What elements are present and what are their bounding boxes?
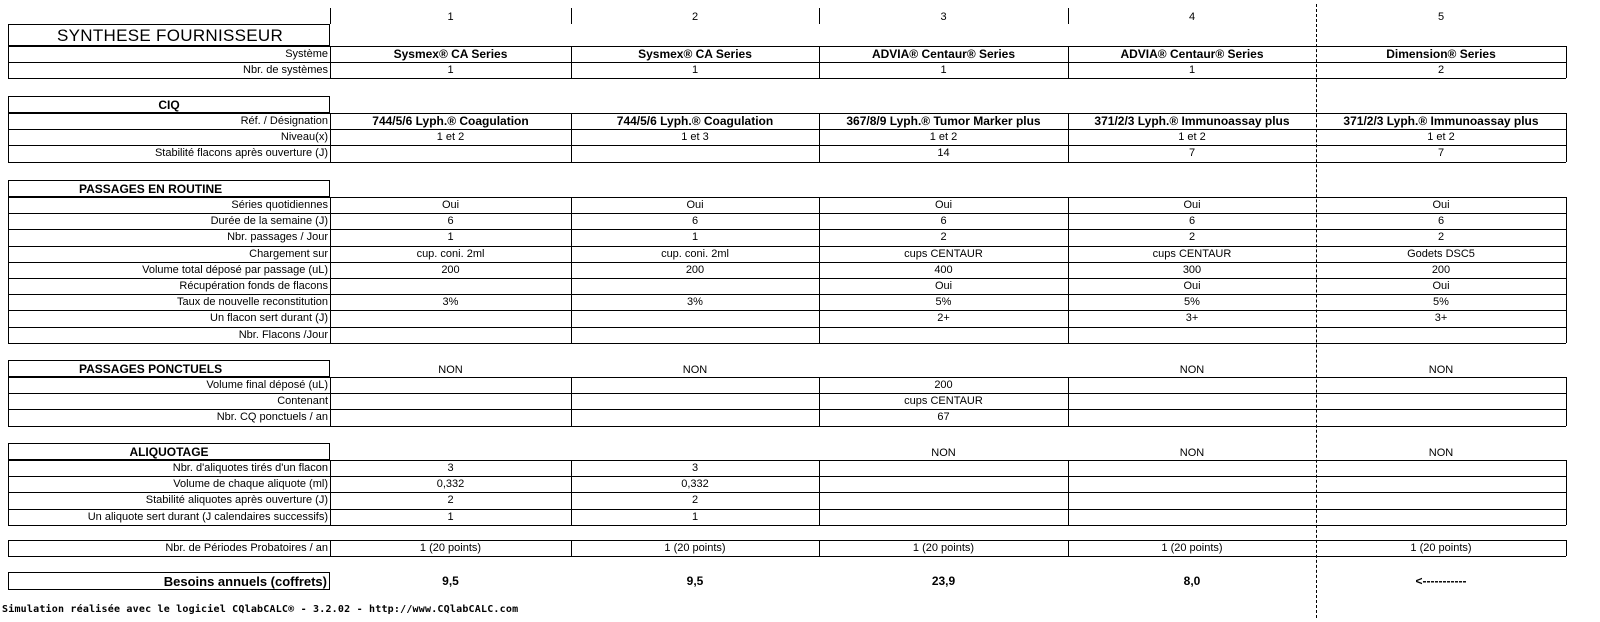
cell-col-1: 2 (447, 494, 454, 507)
cell-col-4: 300 (1182, 263, 1202, 276)
grid-vline (819, 460, 820, 525)
cell-col-1: 1 (20 points) (419, 542, 482, 554)
cell-col-2: Sysmex® CA Series (638, 47, 752, 61)
row-label: Un aliquote sert durant (J calendaires successifs) (87, 510, 328, 523)
cell-col-1 (330, 145, 571, 161)
cell-col-1: cup. coni. 2ml (416, 247, 485, 260)
column-number: 3 (940, 11, 947, 23)
row-label: Un flacon sert durant (J) (210, 312, 328, 325)
grid-vline (1068, 540, 1069, 556)
cell-col-5 (1316, 393, 1566, 409)
cell-col-4: Oui (1183, 199, 1201, 211)
cell-col-3: 400 (934, 263, 953, 276)
section-header-1: PASSAGES EN ROUTINE (8, 180, 330, 197)
cell-col-1: 6 (447, 215, 454, 228)
section-value-col-5: NON (1428, 364, 1454, 376)
cell-col-1 (330, 377, 571, 393)
cell-col-2 (571, 145, 819, 161)
total-col-5: <----------- (1415, 574, 1467, 588)
cell-col-2: 1 (691, 510, 699, 523)
cell-col-5: Oui (1432, 199, 1450, 211)
row-label: Stabilité aliquotes après ouverture (J) (145, 494, 328, 507)
cell-col-2 (571, 278, 819, 294)
cell-col-3: 67 (937, 411, 950, 424)
cell-col-1: 1 (447, 64, 454, 77)
row-label: Nbr. Flacons /Jour (238, 328, 328, 341)
cell-col-5: 371/2/3 Lyph.® Immunoassay plus (1343, 114, 1539, 128)
section-header-3: ALIQUOTAGE (8, 443, 330, 460)
grid-vline (571, 540, 572, 556)
cell-col-2: 1 et 3 (681, 131, 709, 144)
row-label: Taux de nouvelle reconstitution (176, 296, 328, 309)
cell-col-4: 1 (1188, 64, 1196, 77)
grid-vline (8, 113, 9, 162)
section-value-col-5: NON (1428, 447, 1454, 459)
row-label: Système (285, 48, 328, 60)
cell-col-3 (819, 509, 1068, 525)
cell-col-4 (1068, 327, 1316, 343)
cell-col-1: 1 et 2 (436, 131, 465, 144)
cell-col-1: 744/5/6 Lyph.® Coagulation (372, 114, 529, 128)
cell-col-1: Sysmex® CA Series (393, 47, 508, 61)
grid-vline (8, 377, 9, 426)
section-header-2: PASSAGES PONCTUELS (8, 360, 330, 377)
cell-col-1 (330, 393, 571, 409)
grid-vline (819, 197, 820, 343)
cell-col-3: 367/8/9 Lyph.® Tumor Marker plus (846, 114, 1041, 128)
cell-col-4: ADVIA® Centaur® Series (1120, 47, 1264, 61)
cell-col-5 (1316, 327, 1566, 343)
cell-col-5: 200 (1431, 263, 1451, 276)
grid-vline (1566, 113, 1567, 162)
grid-vline (571, 8, 572, 24)
grid-vline (571, 46, 572, 78)
column-number: 2 (691, 11, 699, 23)
sheet-title: SYNTHESE FOURNISSEUR (8, 24, 330, 46)
row-label: Durée de la semaine (J) (210, 215, 328, 228)
cell-col-5: 3+ (1434, 312, 1448, 325)
section-header-0: CIQ (8, 96, 330, 113)
row-label: Volume final déposé (uL) (206, 379, 328, 391)
cell-col-5: 2 (1437, 231, 1445, 244)
row-label: Réf. / Désignation (240, 115, 328, 127)
cell-col-4: 5% (1184, 296, 1200, 309)
column-number: 1 (447, 11, 454, 23)
cell-col-1 (330, 310, 571, 326)
grid-vline (571, 113, 572, 162)
cell-col-1 (330, 409, 571, 425)
cell-col-5: 2 (1437, 64, 1445, 77)
cell-col-5: 7 (1437, 147, 1445, 160)
grid-vline (819, 113, 820, 162)
cell-col-3: ADVIA® Centaur® Series (871, 47, 1016, 61)
grid-vline (571, 460, 572, 525)
grid-hline (8, 426, 1566, 427)
cell-col-2: 1 (20 points) (664, 542, 726, 554)
section-value-col-2: NON (682, 364, 708, 376)
section-value-col-2 (571, 445, 819, 461)
cell-col-4 (1068, 393, 1316, 409)
grid-vline (330, 113, 331, 162)
grid-vline (330, 377, 331, 426)
section-value-col-1 (330, 445, 571, 461)
cell-col-3: 5% (935, 296, 952, 309)
grid-vline (1566, 540, 1567, 556)
cell-col-2 (571, 409, 819, 425)
cell-col-1: 1 (447, 510, 454, 523)
column-number: 4 (1188, 11, 1196, 23)
row-label: Volume total déposé par passage (uL) (142, 263, 328, 276)
grid-vline (1068, 460, 1069, 525)
cell-col-5: 6 (1437, 215, 1445, 228)
cell-col-3 (819, 327, 1068, 343)
cell-col-4: 3+ (1185, 312, 1199, 325)
cell-col-3: 2 (940, 231, 947, 244)
grid-hline (8, 162, 1566, 163)
row-label: Nbr. de systèmes (243, 64, 328, 77)
cell-col-2: 744/5/6 Lyph.® Coagulation (616, 114, 774, 128)
cell-col-3: 14 (937, 147, 950, 160)
cell-col-2: 3% (687, 296, 703, 309)
cell-col-3: 2+ (937, 312, 950, 325)
grid-vline (1068, 113, 1069, 162)
cell-col-5 (1316, 509, 1566, 525)
cell-col-5: Godets DSC5 (1407, 247, 1475, 260)
cell-col-5 (1316, 492, 1566, 508)
cell-col-3: Oui (934, 280, 953, 292)
cell-col-5 (1316, 409, 1566, 425)
grid-vline (1566, 197, 1567, 343)
section-value-col-3: NON (931, 447, 956, 459)
cell-col-4: 371/2/3 Lyph.® Immunoassay plus (1094, 114, 1290, 128)
cell-col-4 (1068, 460, 1316, 476)
cell-col-2 (571, 393, 819, 409)
cell-col-5: Oui (1432, 280, 1450, 292)
row-label: Niveau(x) (280, 131, 328, 144)
cell-col-4: 2 (1188, 231, 1196, 244)
cell-col-3: cups CENTAUR (904, 247, 983, 260)
footer-credit: Simulation réalisée avec le logiciel CQlabCALC® - 3.2.02 - http://www.CQlabCALC.com (2, 604, 519, 615)
grid-vline (8, 46, 9, 78)
total-col-1: 9,5 (442, 574, 459, 588)
cell-col-1: 0,332 (436, 478, 465, 491)
row-label: Nbr. CQ ponctuels / an (216, 411, 328, 424)
grid-vline (1566, 460, 1567, 525)
cell-col-3: 200 (934, 379, 953, 391)
cell-col-4 (1068, 377, 1316, 393)
row-label: Contenant (277, 395, 328, 408)
column-number: 5 (1437, 11, 1445, 23)
grid-vline (330, 197, 331, 343)
cell-col-2: 1 (691, 231, 699, 244)
grid-hline (8, 78, 1566, 79)
cell-col-3: 6 (940, 215, 947, 228)
cell-col-2: 200 (685, 263, 705, 276)
cell-col-2: 6 (691, 215, 699, 228)
grid-vline (819, 8, 820, 24)
cell-col-5: 1 et 2 (1427, 131, 1455, 144)
cell-col-2: 3 (691, 462, 699, 474)
row-label: Stabilité flacons après ouverture (J) (154, 147, 328, 160)
grid-vline (330, 8, 331, 24)
grid-vline (819, 540, 820, 556)
row-label: Chargement sur (249, 247, 328, 260)
cell-col-4: cups CENTAUR (1152, 247, 1232, 260)
grid-vline (330, 46, 331, 78)
cell-col-4 (1068, 476, 1316, 492)
grid-vline (1316, 4, 1317, 618)
cell-col-1: 1 (447, 231, 454, 244)
cell-col-3 (819, 492, 1068, 508)
cell-col-3: 1 et 2 (929, 131, 958, 144)
grid-vline (1068, 8, 1069, 24)
total-col-2: 9,5 (686, 574, 704, 588)
cell-col-3 (819, 476, 1068, 492)
cell-col-4 (1068, 409, 1316, 425)
grid-hline (8, 556, 1566, 557)
cell-col-4: 7 (1188, 147, 1196, 160)
row-label: Nbr. d'aliquotes tirés d'un flacon (172, 462, 328, 474)
cell-col-4: 1 (20 points) (1161, 542, 1223, 554)
cell-col-3: cups CENTAUR (904, 395, 983, 408)
cell-col-5: 1 (20 points) (1410, 542, 1472, 554)
grid-vline (8, 197, 9, 343)
grid-vline (330, 460, 331, 525)
section-value-col-3 (819, 362, 1068, 378)
row-label: Récupération fonds de flacons (179, 280, 328, 292)
grid-vline (1566, 377, 1567, 426)
grid-hline (8, 525, 1566, 526)
cell-col-2 (571, 310, 819, 326)
grid-vline (571, 197, 572, 343)
row-label: Volume de chaque aliquote (ml) (173, 478, 328, 491)
grid-vline (8, 460, 9, 525)
grid-vline (1068, 197, 1069, 343)
grid-vline (8, 540, 9, 556)
grid-vline (819, 377, 820, 426)
cell-col-1: 200 (441, 263, 460, 276)
grid-hline (8, 343, 1566, 344)
cell-col-5 (1316, 460, 1566, 476)
section-value-col-4: NON (1179, 364, 1205, 376)
grid-vline (1068, 377, 1069, 426)
cell-col-2 (571, 327, 819, 343)
cell-col-1: 3% (442, 296, 459, 309)
cell-col-1: Oui (441, 199, 460, 211)
cell-col-4: 1 et 2 (1178, 131, 1206, 144)
cell-col-4 (1068, 492, 1316, 508)
grid-vline (330, 540, 331, 556)
cell-col-4 (1068, 509, 1316, 525)
cell-col-2 (571, 377, 819, 393)
cell-col-3 (819, 460, 1068, 476)
grid-vline (1068, 46, 1069, 78)
cell-col-1 (330, 278, 571, 294)
cell-col-2: Oui (686, 199, 704, 211)
cell-col-5 (1316, 377, 1566, 393)
grid-vline (1566, 46, 1567, 78)
row-label: Séries quotidiennes (231, 199, 328, 211)
cell-col-4: 6 (1188, 215, 1196, 228)
cell-col-2: 1 (691, 64, 699, 77)
total-label: Besoins annuels (coffrets) (8, 572, 330, 590)
cell-col-3: Oui (934, 199, 953, 211)
section-value-col-4: NON (1179, 447, 1205, 459)
cell-col-5: 5% (1433, 296, 1449, 309)
cell-col-4: Oui (1183, 280, 1201, 292)
grid-vline (571, 377, 572, 426)
row-label: Nbr. de Périodes Probatoires / an (165, 542, 328, 554)
total-col-4: 8,0 (1183, 574, 1201, 588)
cell-col-5: Dimension® Series (1386, 47, 1496, 61)
grid-vline (819, 46, 820, 78)
section-value-col-1: NON (438, 364, 463, 376)
cell-col-2: 2 (691, 494, 699, 507)
total-col-3: 23,9 (931, 574, 956, 588)
cell-col-2: 0,332 (681, 478, 709, 491)
row-label: Nbr. passages / Jour (227, 231, 328, 244)
cell-col-5 (1316, 476, 1566, 492)
cell-col-3: 1 (940, 64, 947, 77)
cell-col-2: cup. coni. 2ml (661, 247, 729, 260)
cell-col-1 (330, 327, 571, 343)
cell-col-3: 1 (20 points) (912, 542, 975, 554)
cell-col-1: 3 (447, 462, 454, 474)
